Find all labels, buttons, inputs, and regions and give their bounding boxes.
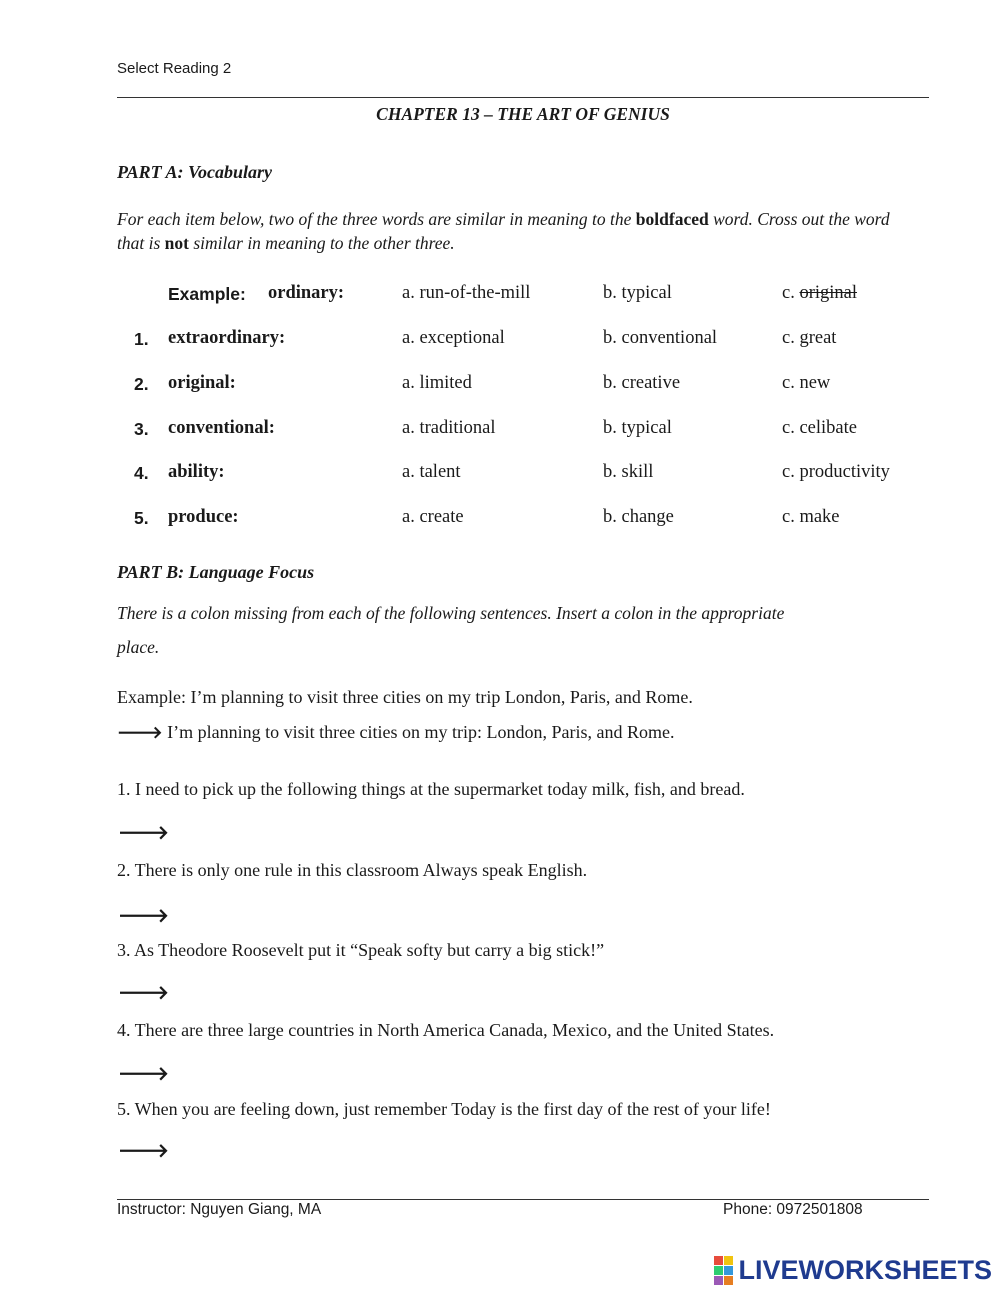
answer-arrow-icon[interactable]: 🡒: [118, 1063, 169, 1085]
item-word: original:: [168, 373, 236, 393]
option-b[interactable]: b. conventional: [603, 328, 718, 348]
example-label: Example:: [168, 284, 246, 304]
sentence-1: 1. I need to pick up the following things at the supermarket today milk, fish, and bread.: [117, 779, 745, 799]
crossed-out-word: original: [799, 283, 858, 303]
sentence-3: 3. As Theodore Roosevelt put it “Speak softy but carry a big stick!”: [117, 940, 605, 960]
footer-instructor: Instructor: Nguyen Giang, MA: [117, 1201, 322, 1218]
item-number: 5.: [134, 508, 149, 528]
vocab-example-row: [0, 283, 1000, 313]
item-number: 3.: [134, 419, 149, 439]
item-number: 1.: [134, 329, 149, 349]
vocab-item-row: [0, 328, 1000, 358]
arrow-icon: 🡒: [117, 723, 163, 743]
vocab-item-row: [0, 418, 1000, 448]
answer-arrow-icon[interactable]: 🡒: [118, 982, 169, 1004]
answer-arrow-icon[interactable]: 🡒: [118, 905, 169, 927]
example-option-c: c. original: [782, 283, 858, 303]
part-a-heading: PART A: Vocabulary: [117, 162, 273, 182]
answer-arrow-icon[interactable]: 🡒: [118, 1140, 169, 1162]
footer-phone: Phone: 0972501808: [723, 1201, 863, 1218]
vocab-item-row: [0, 373, 1000, 403]
option-b[interactable]: b. change: [603, 507, 674, 527]
part-a-instruction: For each item below, two of the three words are similar in meaning to the boldfaced word. Cross out the word that is not similar in meaning to the other three.: [117, 209, 890, 253]
answer-arrow-icon[interactable]: 🡒: [118, 822, 169, 844]
example-option-a: a. run-of-the-mill: [402, 283, 531, 303]
part-b-example: Example: I’m planning to visit three cities on my trip London, Paris, and Rome.: [117, 687, 693, 707]
sentence-5: 5. When you are feeling down, just remember Today is the first day of the rest of your life!: [117, 1099, 771, 1119]
item-number: 4.: [134, 463, 149, 483]
option-b[interactable]: b. typical: [603, 418, 672, 438]
option-c[interactable]: c. great: [782, 328, 837, 348]
sentence-4: 4. There are three large countries in North America Canada, Mexico, and the United States.: [117, 1020, 775, 1040]
item-number: 2.: [134, 374, 149, 394]
footer-divider: [117, 1199, 929, 1200]
header-title: Select Reading 2: [117, 60, 232, 77]
option-c[interactable]: c. make: [782, 507, 840, 527]
item-word: conventional:: [168, 418, 275, 438]
option-a[interactable]: a. talent: [402, 462, 461, 482]
option-c[interactable]: c. new: [782, 373, 831, 393]
option-a[interactable]: a. exceptional: [402, 328, 505, 348]
part-b-instruction: There is a colon missing from each of the following sentences. Insert a colon in the appropriate place.: [117, 603, 785, 657]
logo-blocks-icon: [714, 1256, 733, 1285]
liveworksheets-logo[interactable]: [714, 1254, 992, 1286]
option-b[interactable]: b. skill: [603, 462, 654, 482]
vocab-item-row: [0, 507, 1000, 537]
chapter-title: CHAPTER 13 – THE ART OF GENIUS: [376, 104, 670, 124]
logo-text: LIVEWORKSHEETS: [738, 1254, 992, 1285]
header-divider: [117, 97, 929, 98]
item-word: produce:: [168, 507, 239, 527]
vocab-item-row: [0, 462, 1000, 492]
option-b[interactable]: b. creative: [603, 373, 681, 393]
item-word: ability:: [168, 462, 225, 482]
option-a[interactable]: a. limited: [402, 373, 472, 393]
option-c[interactable]: c. productivity: [782, 462, 890, 482]
option-a[interactable]: a. traditional: [402, 418, 496, 438]
item-word: extraordinary:: [168, 328, 286, 348]
part-b-example-answer: 🡒 I’m planning to visit three cities on my trip: London, Paris, and Rome.: [117, 722, 675, 743]
option-c[interactable]: c. celibate: [782, 418, 857, 438]
example-option-b: b. typical: [603, 283, 672, 303]
example-word: ordinary:: [268, 283, 345, 303]
sentence-2: 2. There is only one rule in this classroom Always speak English.: [117, 860, 588, 880]
part-b-heading: PART B: Language Focus: [117, 562, 315, 582]
option-a[interactable]: a. create: [402, 507, 464, 527]
